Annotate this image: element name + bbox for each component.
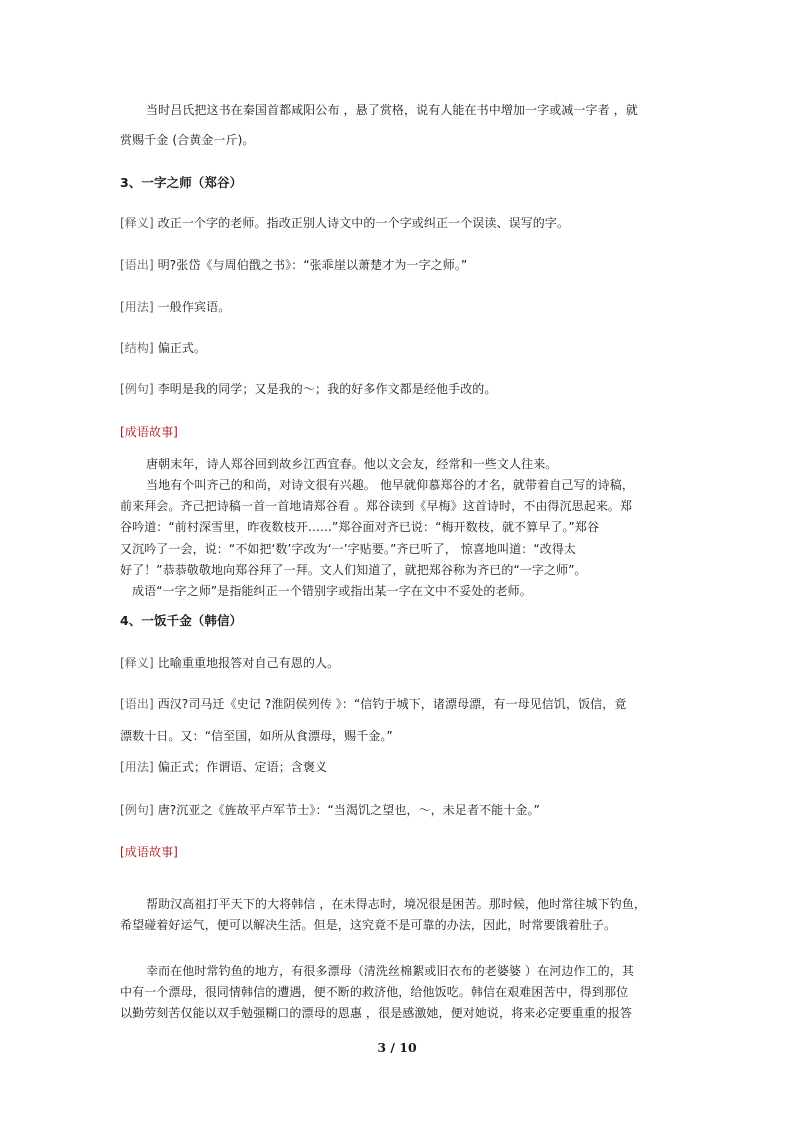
shiyi-text: 比喻重重地报答对自己有恩的人。	[157, 656, 340, 670]
idiom-4-yongfa	[120, 758, 680, 776]
shiyi-label: [释义]	[120, 656, 154, 670]
story-3-line: 成语“一字之师”是指能纠正一个错别字或指出某一字在文中不妥处的老师。	[132, 584, 532, 598]
idiom-4-liju	[120, 801, 680, 819]
yuchu-text: 西汉?司马迁《史记 ?淮阴侯列传 》：“信钓于城下，诸漂母漂，有一母见信饥，饭信，竟	[157, 697, 627, 711]
idiom-3-heading: 3、一字之师（郑谷）	[120, 175, 243, 190]
story-3-line: 唐朝末年，诗人郑谷回到故乡江西宜春。他以文会友，经常和一些文人往来。	[146, 457, 558, 471]
story-3-line: 前来拜会。齐己把诗稿一首一首地请郑谷看 。郑谷读到《早梅》这首诗时，不由得沉思起来。郑	[120, 499, 633, 513]
idiom-3-shiyi	[120, 214, 680, 232]
story-3-line: 当地有个叫齐己的和尚，对诗文很有兴趣。 他早就仰慕郑谷的才名，就带着自己写的诗稿，	[146, 478, 634, 492]
yongfa-text: 偏正式；作谓语、定语；含褒义	[157, 760, 328, 774]
intro-line-2: 赏赐千金 (合黄金一斤)。	[120, 133, 255, 147]
story-4-line: 中有一个漂母，很同情韩信的遭遇，便不断的救济他，给他饭吃。韩信在艰难困苦中，得到那位	[120, 985, 629, 999]
idiom-3-yuchu	[120, 256, 680, 274]
idiom-4-yuchu	[120, 695, 680, 713]
intro-line-1: 当时吕氏把这书在秦国首都咸阳公布 ，悬了赏格，说有人能在书中增加一字或减一字者 ，就	[146, 103, 638, 117]
yongfa-text: 一般作宾语。	[157, 300, 231, 314]
idiom-4-yuchu-cont: 漂数十日。又：“信至国，如所从食漂母，赐千金。”	[120, 729, 393, 743]
idiom-4-shiyi	[120, 654, 680, 672]
liju-text: 李明是我的同学；又是我的～；我的好多作文都是经他手改的。	[157, 382, 497, 396]
yongfa-label: [用法]	[120, 760, 154, 774]
idiom-4-story-label: [成语故事]	[120, 845, 178, 859]
idiom-3-liju	[120, 380, 680, 398]
liju-text: 唐?沉亚之《旌故平卢军节士》：“当渴饥之望也，～，未足者不能十金。”	[157, 803, 540, 817]
idiom-3-jiegou	[120, 339, 680, 357]
story-4-line: 以勤劳刻苦仅能以双手勉强糊口的漂母的恩惠 ，很是感激她，便对她说，将来必定要重重的报答	[120, 1006, 633, 1020]
yuchu-text: 明?张岱《与周伯戬之书》：“张乖崖以萧楚才为一字之师。”	[157, 258, 468, 272]
idiom-4-heading: 4、一饭千金（韩信）	[120, 613, 243, 628]
liju-label: [例句]	[120, 382, 154, 396]
liju-label: [例句]	[120, 803, 154, 817]
story-4-line: 幸而在他时常钓鱼的地方，有很多漂母（清洗丝棉絮或旧衣布的老婆婆 ）在河边作工的，其	[146, 964, 634, 978]
yuchu-label: [语出]	[120, 697, 154, 711]
page-number: 3 / 10	[377, 1040, 417, 1055]
story-3-line: 谷吟道：“前村深雪里，昨夜数枝开……”郑谷面对齐已说：“梅开数枝，就不算早了。”郑谷	[120, 520, 600, 534]
idiom-3-story-label: [成语故事]	[120, 425, 178, 439]
shiyi-label: [释义]	[120, 216, 154, 230]
yuchu-label: [语出]	[120, 258, 154, 272]
jiegou-text: 偏正式。	[157, 341, 207, 355]
jiegou-label: [结构]	[120, 341, 154, 355]
story-4-line: 帮助汉高祖打平天下的大将韩信 ，在未得志时，境况很是困苦。那时候，他时常往城下钓鱼，	[146, 897, 647, 911]
yongfa-label: [用法]	[120, 300, 154, 314]
story-3-line: 又沉吟了一会，说：“不如把‘数’字改为‘一’字贴要。”齐已听了， 惊喜地叫道：“改得太	[120, 542, 577, 556]
story-3-line: 好了！”恭恭敬敬地向郑谷拜了一拜。文人们知道了，就把郑谷称为齐已的“一字之师”。	[120, 563, 587, 577]
idiom-3-yongfa	[120, 298, 680, 316]
story-4-line: 希望碰着好运气，便可以解决生活。但是，这究竟不是可靠的办法，因此，时常要饿着肚子。	[120, 918, 617, 932]
shiyi-text: 改正一个字的老师。指改正别人诗文中的一个字或纠正一个误读、误写的字。	[157, 216, 570, 230]
